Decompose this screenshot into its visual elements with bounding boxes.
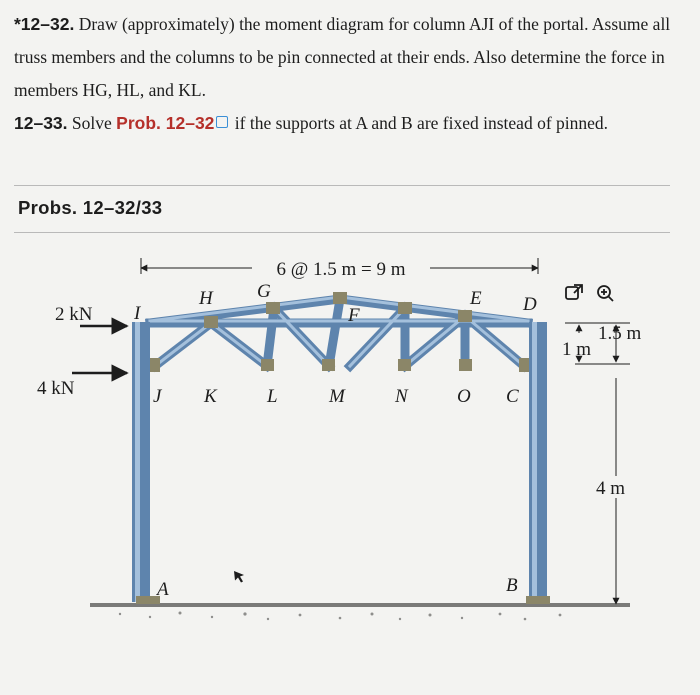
joint-label-o: O [457, 386, 471, 407]
problem-text [14, 8, 686, 140]
zoom-in-icon[interactable] [598, 286, 613, 301]
dim-1m: 1 m [562, 339, 592, 360]
joint-label-c: C [506, 386, 519, 407]
span-label: 6 @ 1.5 m = 9 m [276, 259, 406, 280]
problem-12-32 [14, 8, 686, 107]
joint-label-k: K [204, 386, 217, 407]
load-2kn: 2 kN [55, 304, 93, 325]
dim-1-5m: 1.5 m [598, 323, 642, 344]
problem-12-33 [14, 107, 686, 140]
joint-label-m: M [329, 386, 345, 407]
columns [132, 322, 547, 602]
external-link-icon[interactable] [566, 285, 582, 299]
joint-label-l: L [267, 386, 278, 407]
external-link-icon[interactable] [216, 116, 228, 128]
joint-label-f: F [348, 305, 360, 326]
support-label-a: A [157, 579, 169, 600]
height-dimensions [565, 323, 630, 604]
bottom-joint-labels [153, 386, 519, 407]
problem-12-33-pre: Solve [71, 113, 112, 133]
divider-bottom [14, 232, 670, 233]
ground [90, 603, 630, 620]
support-label-b: B [506, 575, 518, 596]
joint-label-d: D [523, 294, 537, 315]
problem-12-33-post: if the supports at A and B are fixed instead of pinned. [234, 113, 609, 133]
loads [72, 326, 127, 373]
problem-ref-link[interactable]: Prob. 12–32 [116, 113, 215, 133]
divider-top [14, 185, 670, 186]
joint-label-h: H [199, 288, 213, 309]
joint-label-j: J [153, 386, 162, 407]
load-4kn: 4 kN [37, 378, 75, 399]
problem-12-33-number: 12–33. [14, 113, 68, 133]
joint-label-i: I [134, 303, 141, 324]
mouse-pointer-icon [234, 571, 244, 583]
figure-caption: Probs. 12–32/33 [18, 197, 163, 218]
problem-12-32-text: Draw (approximately) the moment diagram for column AJI of the portal. Assume all truss members and the columns to be pin connected at their ends. Also determine the force in members HG, HL, and KL. [14, 14, 671, 100]
dim-4m: 4 m [596, 478, 626, 499]
problem-12-32-number: *12–32. [14, 14, 75, 34]
joint-label-e: E [470, 288, 482, 309]
joint-label-n: N [395, 386, 408, 407]
portal-frame-figure [0, 238, 700, 695]
joint-label-g: G [257, 281, 271, 302]
